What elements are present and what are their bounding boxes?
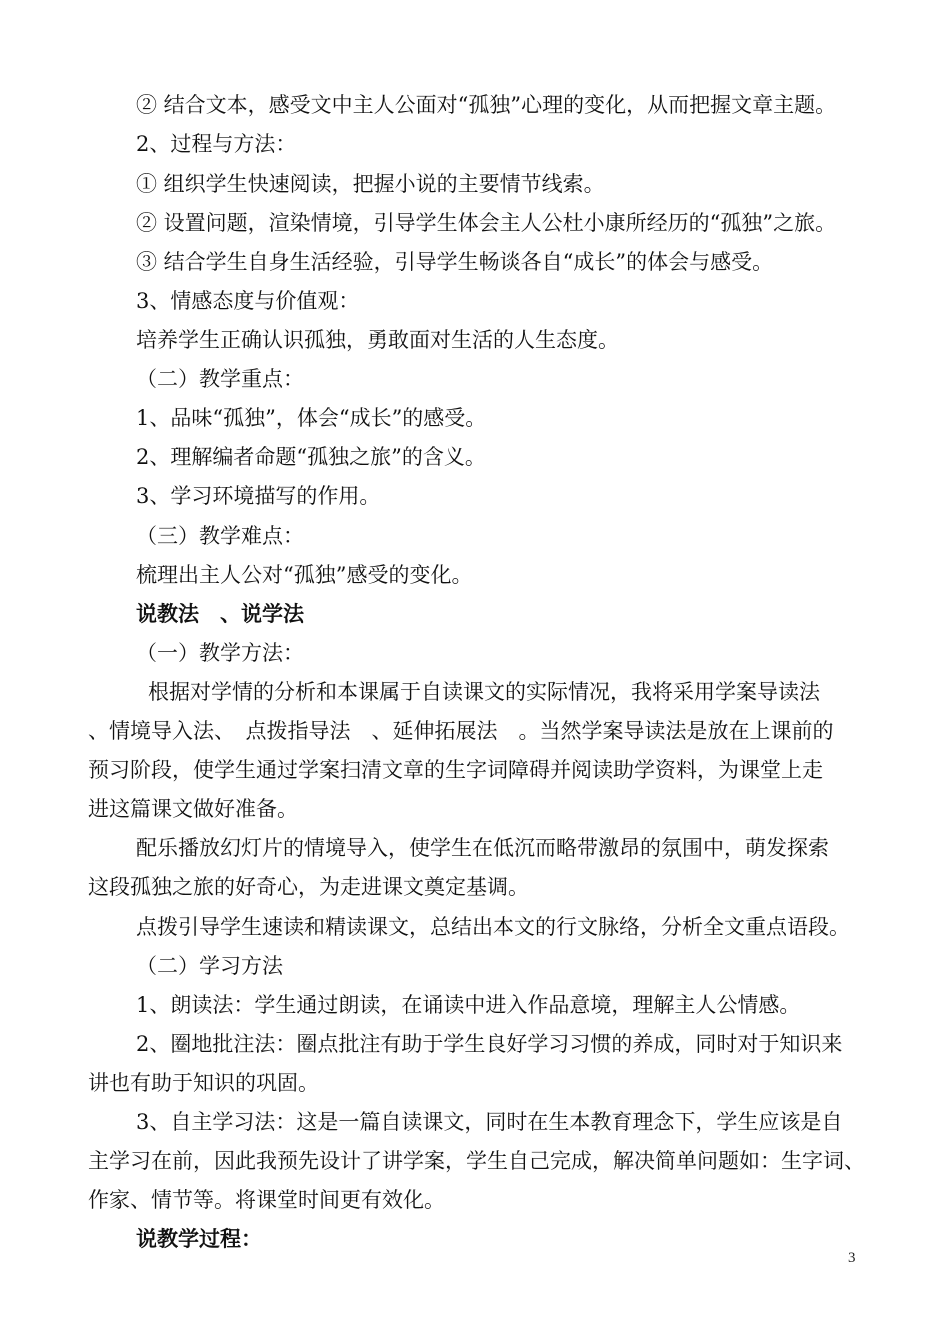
text-line: 配乐播放幻灯片的情境导入，使学生在低沉而略带激昂的氛围中，萌发探索 xyxy=(136,836,829,860)
text-line: ③ 结合学生自身生活经验，引导学生畅谈各自“成长”的体会与感受。 xyxy=(136,250,774,274)
section-heading: （二）学习方法 xyxy=(136,954,283,978)
section-heading: （二）教学重点： xyxy=(136,367,304,391)
text-line: ① 组织学生快速阅读，把握小说的主要情节线索。 xyxy=(136,172,605,196)
section-heading: （三）教学难点： xyxy=(136,524,304,548)
text-line: 讲也有助于知识的巩固。 xyxy=(88,1071,319,1095)
text-line: 主学习在前，因此我预先设计了讲学案，学生自己完成，解决简单问题如：生字词、 xyxy=(88,1149,865,1173)
text-line: 3、自主学习法：这是一篇自读课文，同时在生本教育理念下，学生应该是自 xyxy=(136,1110,843,1134)
text-line: 预习阶段，使学生通过学案扫清文章的生字词障碍并阅读助学资料，为课堂上走 xyxy=(88,758,823,782)
text-line: 点拨引导学生速读和精读课文，总结出本文的行文脉络，分析全文重点语段。 xyxy=(136,915,850,939)
text-line: ② 设置问题，渲染情境，引导学生体会主人公杜小康所经历的“孤独”之旅。 xyxy=(136,211,837,235)
text-line: 2、理解编者命题“孤独之旅”的含义。 xyxy=(136,445,486,469)
text-line: 进这篇课文做好准备。 xyxy=(88,797,298,821)
text-line: 、情境导入法、 点拨指导法 、延伸拓展法 。当然学案导读法是放在上课前的 xyxy=(88,719,834,743)
section-heading: 2、过程与方法： xyxy=(136,132,297,156)
text-line: 作家、情节等。将课堂时间更有效化。 xyxy=(88,1188,445,1212)
text-line: ② 结合文本，感受文中主人公面对“孤独”心理的变化，从而把握文章主题。 xyxy=(136,93,837,117)
text-line: 这段孤独之旅的好奇心，为走进课文奠定基调。 xyxy=(88,875,529,899)
text-line: 3、学习环境描写的作用。 xyxy=(136,484,381,508)
bold-heading: 说教学过程： xyxy=(136,1226,262,1251)
text-line: 梳理出主人公对“孤独”感受的变化。 xyxy=(136,563,473,587)
section-heading: （一）教学方法： xyxy=(136,641,304,665)
text-line: 根据对学情的分析和本课属于自读课文的实际情况，我将采用学案导读法 xyxy=(148,680,820,704)
page-number: 3 xyxy=(848,1250,856,1266)
text-line: 培养学生正确认识孤独，勇敢面对生活的人生态度。 xyxy=(136,328,619,352)
text-line: 1、朗读法：学生通过朗读，在诵读中进入作品意境，理解主人公情感。 xyxy=(136,993,801,1017)
text-line: 1、品味“孤独”，体会“成长”的感受。 xyxy=(136,406,487,430)
section-heading: 3、情感态度与价值观： xyxy=(136,289,360,313)
bold-heading: 说教法 、说学法 xyxy=(136,601,304,626)
text-line: 2、圈地批注法：圈点批注有助于学生良好学习习惯的养成，同时对于知识来 xyxy=(136,1032,843,1056)
